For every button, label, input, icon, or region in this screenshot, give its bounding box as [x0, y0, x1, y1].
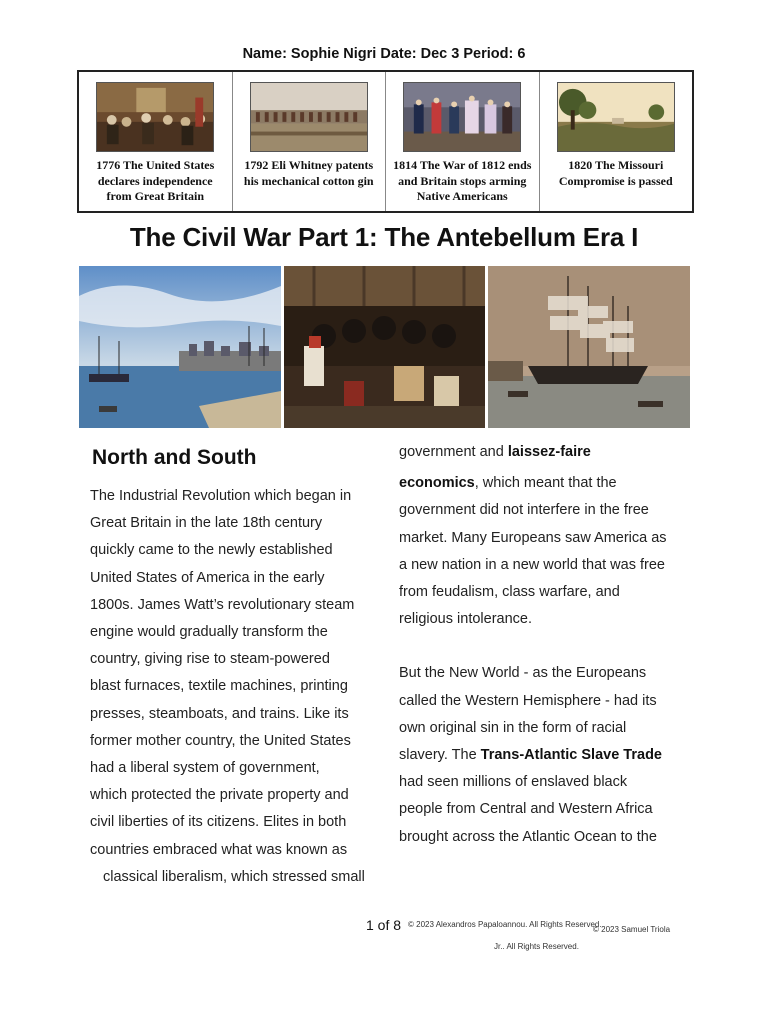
student-info-line: Name: Sophie Nigri Date: Dec 3 Period: 6 [242, 46, 526, 62]
timeline-caption: 1814 The War of 1812 ends and Britain stops arming Native Americans [393, 158, 532, 203]
slave-auction-painting-image [284, 266, 485, 428]
section-heading: North and South [92, 446, 257, 469]
left-column-text: The Industrial Revolution which began in Great Britain in the late 18th century quickly came to the newly established United States of America in the early 1800s. James Watt’s revolutionary steam engine would gradually transform the country, giving rise to steam-powered blast furnaces, textile machines, printing presses, steamboats, and trains. Like its former mother country, the United States had a liberal system of government, which protected the private property and civil liberties of its citizens. Elites in both countries embraced what was known as classical liberalism, which stressed small [90, 488, 365, 885]
copyright-notice: © 2023 Samuel Triola [593, 925, 671, 934]
copyright-notice: © 2023 Alexandros Papaloannou. All Rights Reserved. [408, 920, 602, 929]
term-economics: economics [399, 475, 475, 492]
timeline-caption: 1776 The United States declares independence from Great Britain [96, 158, 215, 203]
timeline-item-1820 [540, 72, 693, 211]
term-trans-atlantic-slave-trade: Trans-Atlantic Slave Trade [480, 747, 662, 764]
timeline [77, 70, 694, 213]
timeline-caption: 1792 Eli Whitney patents his mechanical cotton gin [243, 158, 374, 188]
declaration-painting-image [96, 82, 214, 152]
timeline-item-1776 [79, 72, 233, 211]
term-laissez-faire: laissez-faire [507, 444, 591, 460]
page-number: 1 of 8 [366, 917, 402, 933]
harbor-city-painting-image [79, 266, 281, 428]
timeline-caption: 1820 The Missouri Compromise is passed [558, 158, 673, 188]
timeline-item-1814 [386, 72, 540, 211]
copyright-notice: Jr.. All Rights Reserved. [494, 942, 579, 951]
sailing-ships-painting-image [488, 266, 690, 428]
landscape-painting-image [557, 82, 675, 152]
troops-painting-image [250, 82, 368, 152]
ballroom-painting-image [403, 82, 521, 152]
timeline-item-1792 [233, 72, 387, 211]
page-title: The Civil War Part 1: The Antebellum Era I [129, 222, 639, 252]
right-column-text: government and laissez-faire economics, which meant that the government did not interfere in the free market. Many Europeans saw America as a new nation in a new world that was free from feudalism, class warfare, and religious intolerance. But the New World - as the Europeans called the Western Hemisphere - had its own original sin in the form of racial slavery. The Trans-Atlantic Slave Trade had seen millions of enslaved black people from Central and Western Africa brought across the Atlantic Ocean to the [399, 444, 667, 845]
